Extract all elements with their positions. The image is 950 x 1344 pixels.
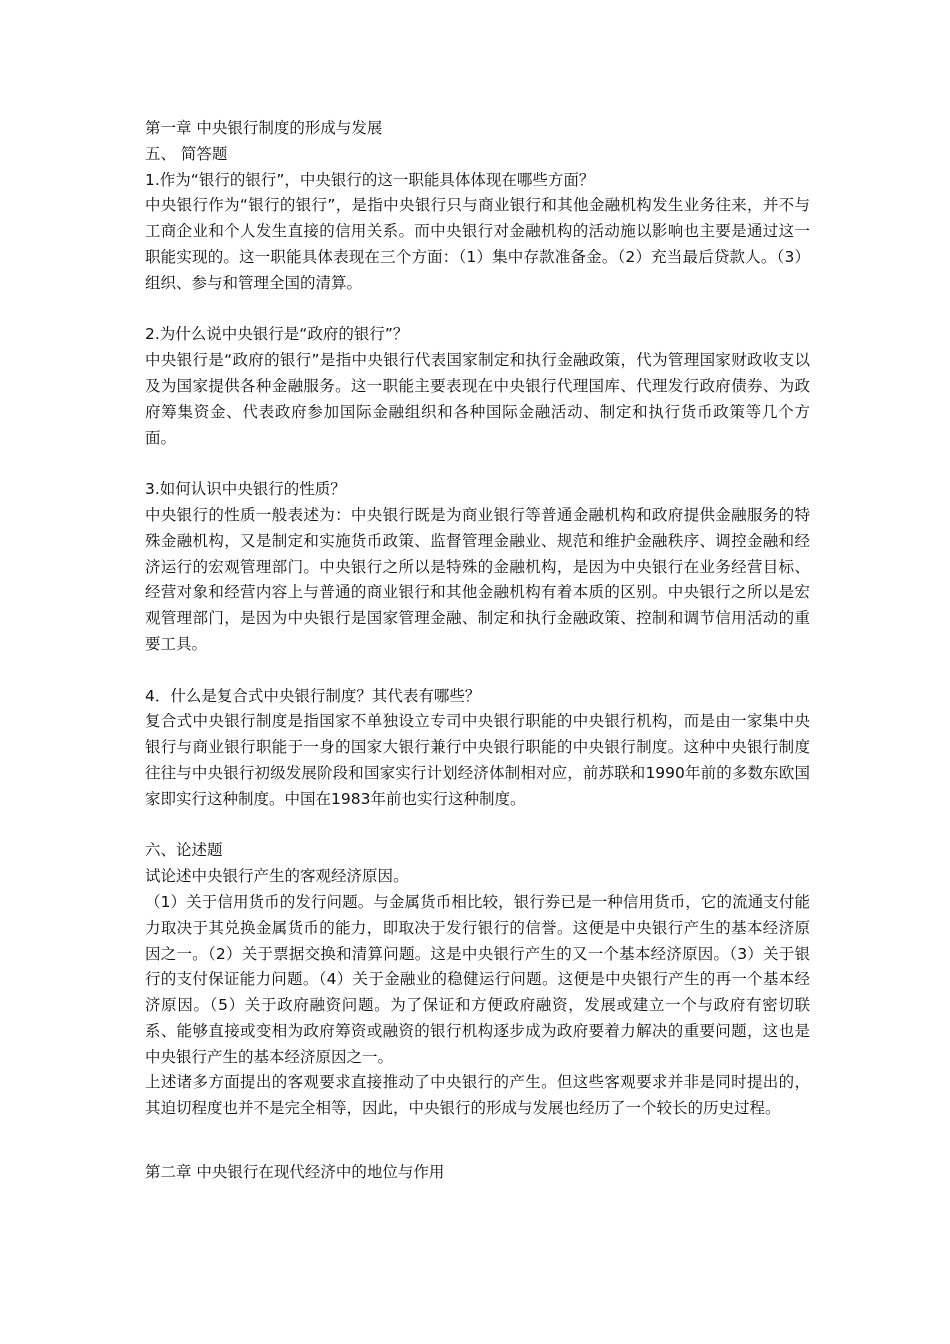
- spacer: [145, 297, 810, 323]
- essay-question: 试论述中央银行产生的客观经济原因。: [145, 867, 409, 886]
- spacer: [145, 451, 810, 477]
- chapter2-block: [145, 1160, 810, 1186]
- spacer: [145, 813, 810, 839]
- chapter-title: 第一章 中央银行制度的形成与发展: [145, 119, 383, 137]
- answer-2: 中央银行是“政府的银行”是指中央银行代表国家制定和执行金融政策，代为管理国家财政收支以及为国家提供各种金融服务。这一职能主要表现在中央银行代理国库、代理发行政府债券、为政府筹集资金、代表政府参加国际金融组织和各种国际金融活动、制定和执行货币政策等几个方面。: [145, 351, 810, 447]
- section-heading-essay: 六、论述题: [145, 841, 223, 860]
- answer-3: 中央银行的性质一般表述为：中央银行既是为商业银行等普通金融机构和政府提供金融服务的特殊金融机构，又是制定和实施货币政策、监督管理金融业、规范和维护金融秩序、调控金融和经济运行的宏观管理部门。中央银行之所以是特殊的金融机构，是因为中央银行在业务经营目标、经营对象和经营内容上与普通的商业银行和其他金融机构有着本质的区别。中央银行之所以是宏观管理部门，是因为中央银行是国家管理金融、制定和执行金融政策、控制和调节信用活动的重要工具。: [145, 505, 810, 653]
- chapter-title: 第二章 中央银行在现代经济中的地位与作用: [145, 1163, 445, 1181]
- section-heading-short-answer: 五、 简答题: [145, 144, 228, 163]
- answer-4: 复合式中央银行制度是指国家不单独设立专司中央银行职能的中央银行机构，而是由一家集中央银行与商业银行职能于一身的国家大银行兼行中央银行职能的中央银行制度。这种中央银行制度往往与中央银行初级发展阶段和国家实行计划经济体制相对应，前苏联和1990年前的多数东欧国家即实行这种制度。中国在1983年前也实行这种制度。: [145, 712, 810, 808]
- spacer: [145, 658, 810, 684]
- question-3: 3.如何认识中央银行的性质？: [145, 480, 346, 499]
- question-2: 2.为什么说中央银行是“政府的银行”？: [145, 325, 409, 344]
- question-4: 4．什么是复合式中央银行制度？其代表有哪些？: [145, 686, 481, 705]
- essay-conclusion: 上述诸多方面提出的客观要求直接推动了中央银行的产生。但这些客观要求并非是同时提出的，其迫切程度也并不是完全相等，因此，中央银行的形成与发展也经历了一个较长的历史过程。: [145, 1073, 810, 1118]
- essay-answer: （1）关于信用货币的发行问题。与金属货币相比较，银行券已是一种信用货币，它的流通支付能力取决于其兑换金属货币的能力，即取决于发行银行的信誉。这便是中央银行产生的基本经济原因之一。（2）关于票据交换和清算问题。这是中央银行产生的又一个基本经济原因。（3）关于银行的支付保证能力问题。（4）关于金融业的稳健运行问题。这便是中央银行产生的再一个基本经济原因。（5）关于政府融资问题。为了保证和方便政府融资，发展或建立一个与政府有密切联系、能够直接或变相为政府筹资或融资的银行机构逐步成为政府要着力解决的重要问题，这也是中央银行产生的基本经济原因之一。: [145, 892, 810, 1066]
- chapter1-block: [145, 116, 810, 1122]
- question-1: 1.作为“银行的银行”，中央银行的这一职能具体体现在哪些方面？: [145, 170, 595, 189]
- answer-1: 中央银行作为“银行的银行”，是指中央银行只与商业银行和其他金融机构发生业务往来，并不与工商企业和个人发生直接的信用关系。而中央银行对金融机构的活动施以影响也主要是通过这一职能实现的。这一职能具体表现在三个方面：（1）集中存款准备金。（2）充当最后贷款人。（3）组织、参与和管理全国的清算。: [145, 196, 810, 292]
